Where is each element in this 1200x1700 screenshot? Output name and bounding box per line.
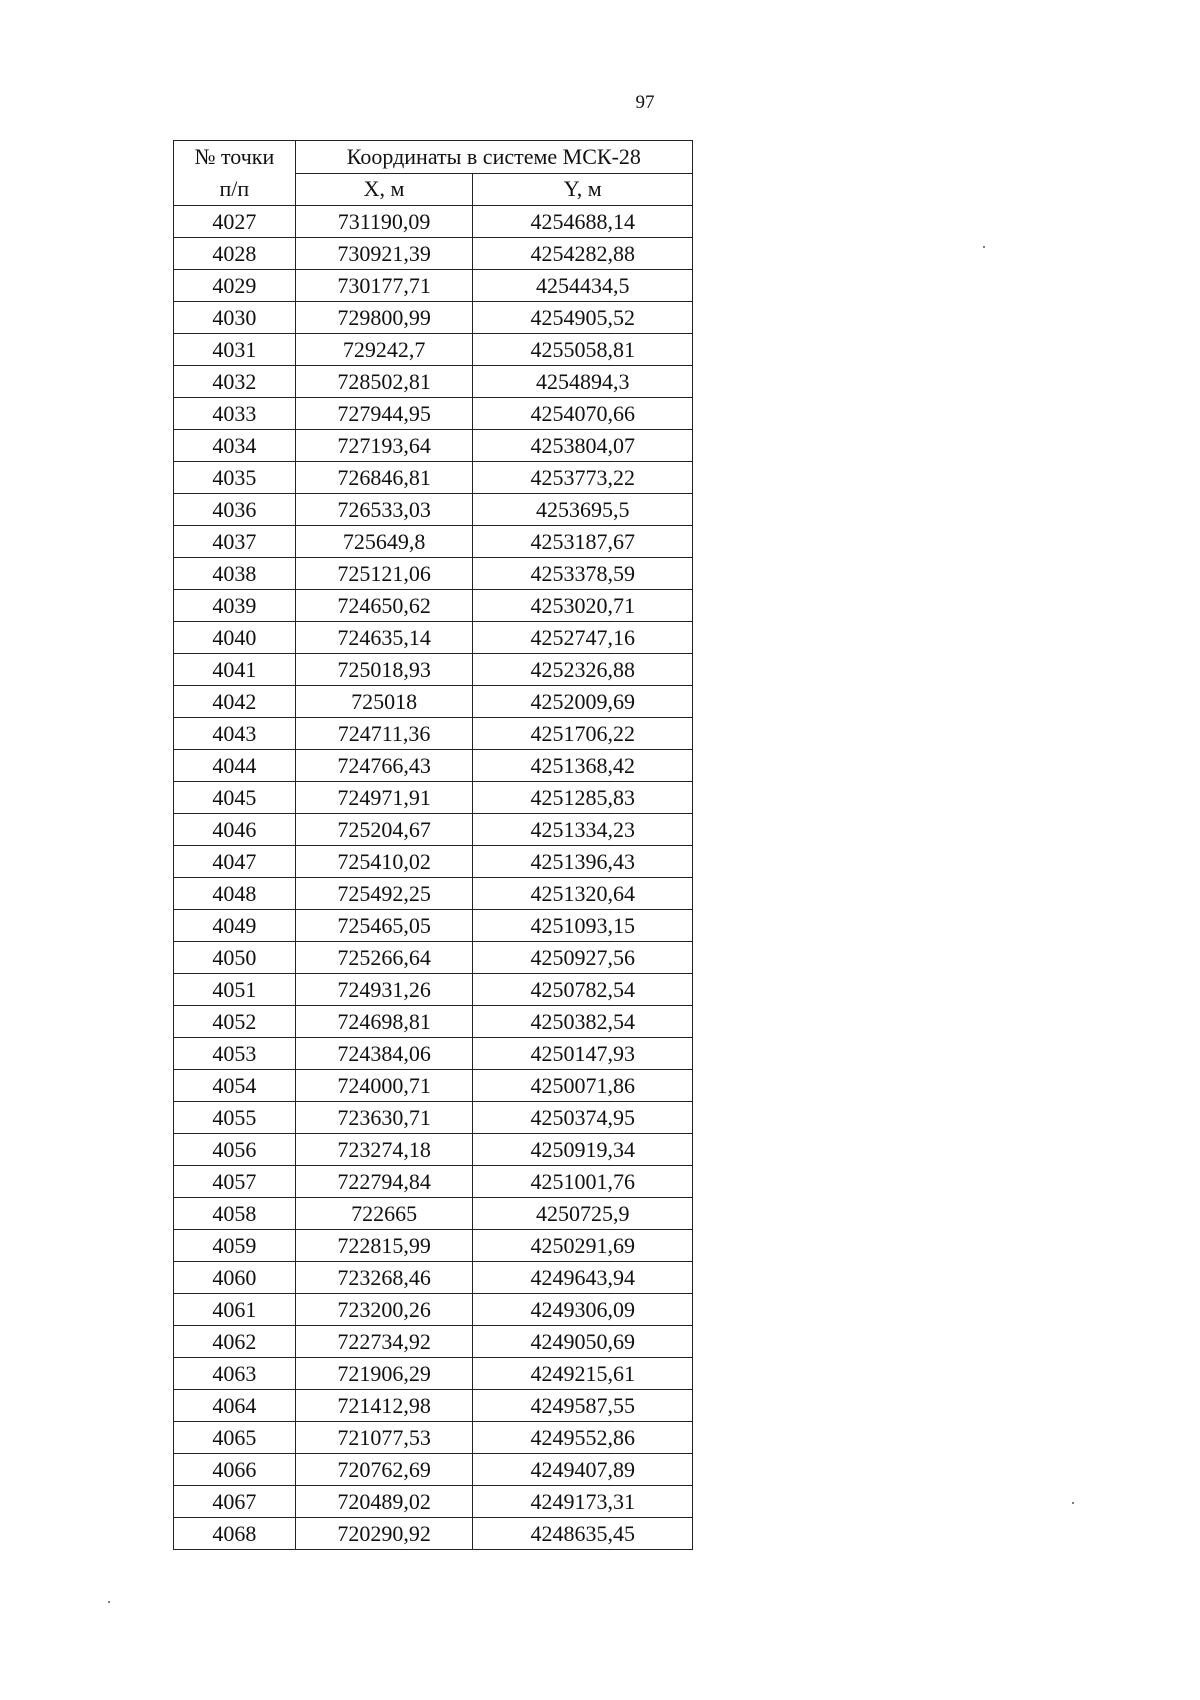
table-row xyxy=(174,1102,693,1134)
x-coordinate-cell: 723200,26 xyxy=(295,1294,473,1326)
table-row xyxy=(174,654,693,686)
x-coordinate-cell: 720290,92 xyxy=(295,1518,473,1550)
y-coordinate-cell: 4251368,42 xyxy=(473,750,693,782)
point-number-cell: 4058 xyxy=(174,1198,296,1230)
table-row xyxy=(174,1454,693,1486)
point-number-header-line2: п/п xyxy=(219,176,250,201)
y-coordinate-cell: 4253020,71 xyxy=(473,590,693,622)
x-coordinate-cell: 725649,8 xyxy=(295,526,473,558)
x-coordinate-cell: 722734,92 xyxy=(295,1326,473,1358)
point-number-cell: 4063 xyxy=(174,1358,296,1390)
y-coordinate-cell: 4251285,83 xyxy=(473,782,693,814)
y-coordinate-cell: 4250927,56 xyxy=(473,942,693,974)
scan-speck xyxy=(108,1601,110,1603)
point-number-header xyxy=(174,141,296,206)
table-row xyxy=(174,782,693,814)
y-coordinate-cell: 4249552,86 xyxy=(473,1422,693,1454)
point-number-cell: 4047 xyxy=(174,846,296,878)
x-coordinate-cell: 725018,93 xyxy=(295,654,473,686)
x-coordinate-cell: 729800,99 xyxy=(295,302,473,334)
x-coordinate-cell: 731190,09 xyxy=(295,206,473,238)
table-row xyxy=(174,1166,693,1198)
point-number-cell: 4032 xyxy=(174,366,296,398)
y-coordinate-cell: 4251334,23 xyxy=(473,814,693,846)
scan-speck xyxy=(983,246,985,248)
point-number-cell: 4046 xyxy=(174,814,296,846)
point-number-cell: 4037 xyxy=(174,526,296,558)
point-number-cell: 4039 xyxy=(174,590,296,622)
table-row xyxy=(174,942,693,974)
y-coordinate-cell: 4252326,88 xyxy=(473,654,693,686)
point-number-cell: 4034 xyxy=(174,430,296,462)
point-number-cell: 4031 xyxy=(174,334,296,366)
table-row xyxy=(174,590,693,622)
x-coordinate-cell: 724384,06 xyxy=(295,1038,473,1070)
point-number-cell: 4040 xyxy=(174,622,296,654)
point-number-cell: 4036 xyxy=(174,494,296,526)
table-row xyxy=(174,1230,693,1262)
x-coordinate-cell: 727193,64 xyxy=(295,430,473,462)
y-column-header: Y, м xyxy=(473,173,693,206)
y-coordinate-cell: 4249173,31 xyxy=(473,1486,693,1518)
y-coordinate-cell: 4254282,88 xyxy=(473,238,693,270)
y-coordinate-cell: 4250782,54 xyxy=(473,974,693,1006)
x-coordinate-cell: 724766,43 xyxy=(295,750,473,782)
point-number-cell: 4061 xyxy=(174,1294,296,1326)
point-number-cell: 4048 xyxy=(174,878,296,910)
point-number-cell: 4035 xyxy=(174,462,296,494)
point-number-cell: 4067 xyxy=(174,1486,296,1518)
table-row xyxy=(174,1518,693,1550)
x-coordinate-cell: 730177,71 xyxy=(295,270,473,302)
table-row xyxy=(174,430,693,462)
point-number-cell: 4055 xyxy=(174,1102,296,1134)
y-coordinate-cell: 4254894,3 xyxy=(473,366,693,398)
y-coordinate-cell: 4254070,66 xyxy=(473,398,693,430)
table-row xyxy=(174,1486,693,1518)
point-number-cell: 4029 xyxy=(174,270,296,302)
point-number-cell: 4068 xyxy=(174,1518,296,1550)
table-row xyxy=(174,558,693,590)
x-coordinate-cell: 725266,64 xyxy=(295,942,473,974)
y-coordinate-cell: 4252009,69 xyxy=(473,686,693,718)
x-coordinate-cell: 721412,98 xyxy=(295,1390,473,1422)
x-coordinate-cell: 725465,05 xyxy=(295,910,473,942)
y-coordinate-cell: 4253773,22 xyxy=(473,462,693,494)
x-coordinate-cell: 730921,39 xyxy=(295,238,473,270)
table-row xyxy=(174,718,693,750)
point-number-cell: 4044 xyxy=(174,750,296,782)
y-coordinate-cell: 4250374,95 xyxy=(473,1102,693,1134)
table-row xyxy=(174,462,693,494)
y-coordinate-cell: 4250919,34 xyxy=(473,1134,693,1166)
table-row xyxy=(174,526,693,558)
x-coordinate-cell: 728502,81 xyxy=(295,366,473,398)
point-number-cell: 4038 xyxy=(174,558,296,590)
point-number-cell: 4041 xyxy=(174,654,296,686)
point-number-cell: 4059 xyxy=(174,1230,296,1262)
y-coordinate-cell: 4251093,15 xyxy=(473,910,693,942)
table-row xyxy=(174,1006,693,1038)
scan-speck xyxy=(1072,1502,1074,1504)
point-number-cell: 4054 xyxy=(174,1070,296,1102)
table-row xyxy=(174,686,693,718)
x-coordinate-cell: 724635,14 xyxy=(295,622,473,654)
x-coordinate-cell: 725018 xyxy=(295,686,473,718)
table-row xyxy=(174,1358,693,1390)
table-row xyxy=(174,814,693,846)
y-coordinate-cell: 4249050,69 xyxy=(473,1326,693,1358)
y-coordinate-cell: 4251001,76 xyxy=(473,1166,693,1198)
x-coordinate-cell: 721077,53 xyxy=(295,1422,473,1454)
point-number-cell: 4060 xyxy=(174,1262,296,1294)
point-number-cell: 4030 xyxy=(174,302,296,334)
x-coordinate-cell: 723268,46 xyxy=(295,1262,473,1294)
point-number-cell: 4062 xyxy=(174,1326,296,1358)
page-number: 97 xyxy=(635,92,655,113)
point-number-cell: 4052 xyxy=(174,1006,296,1038)
x-coordinate-cell: 724000,71 xyxy=(295,1070,473,1102)
y-coordinate-cell: 4250147,93 xyxy=(473,1038,693,1070)
x-coordinate-cell: 725410,02 xyxy=(295,846,473,878)
point-number-cell: 4064 xyxy=(174,1390,296,1422)
table-row xyxy=(174,366,693,398)
x-coordinate-cell: 723274,18 xyxy=(295,1134,473,1166)
x-coordinate-cell: 725121,06 xyxy=(295,558,473,590)
table-row xyxy=(174,1134,693,1166)
x-column-header: X, м xyxy=(295,173,473,206)
y-coordinate-cell: 4255058,81 xyxy=(473,334,693,366)
table-row xyxy=(174,1070,693,1102)
x-coordinate-cell: 724698,81 xyxy=(295,1006,473,1038)
table-row xyxy=(174,302,693,334)
y-coordinate-cell: 4254688,14 xyxy=(473,206,693,238)
table-row xyxy=(174,910,693,942)
y-coordinate-cell: 4250291,69 xyxy=(473,1230,693,1262)
point-number-cell: 4043 xyxy=(174,718,296,750)
point-number-cell: 4027 xyxy=(174,206,296,238)
y-coordinate-cell: 4249587,55 xyxy=(473,1390,693,1422)
y-coordinate-cell: 4248635,45 xyxy=(473,1518,693,1550)
point-number-cell: 4033 xyxy=(174,398,296,430)
y-coordinate-cell: 4253378,59 xyxy=(473,558,693,590)
y-coordinate-cell: 4254434,5 xyxy=(473,270,693,302)
point-number-header-line1: № точки xyxy=(194,144,275,169)
table-row xyxy=(174,494,693,526)
x-coordinate-cell: 726846,81 xyxy=(295,462,473,494)
x-coordinate-cell: 724711,36 xyxy=(295,718,473,750)
x-coordinate-cell: 722815,99 xyxy=(295,1230,473,1262)
table-row xyxy=(174,1294,693,1326)
x-coordinate-cell: 724971,91 xyxy=(295,782,473,814)
table-row xyxy=(174,1326,693,1358)
y-coordinate-cell: 4250725,9 xyxy=(473,1198,693,1230)
table-row xyxy=(174,1262,693,1294)
y-coordinate-cell: 4249306,09 xyxy=(473,1294,693,1326)
point-number-cell: 4028 xyxy=(174,238,296,270)
y-coordinate-cell: 4253804,07 xyxy=(473,430,693,462)
point-number-cell: 4056 xyxy=(174,1134,296,1166)
point-number-cell: 4051 xyxy=(174,974,296,1006)
y-coordinate-cell: 4249215,61 xyxy=(473,1358,693,1390)
table-row xyxy=(174,1038,693,1070)
table-row xyxy=(174,1422,693,1454)
coordinates-table xyxy=(173,140,693,1550)
table-row xyxy=(174,974,693,1006)
x-coordinate-cell: 720489,02 xyxy=(295,1486,473,1518)
table-header xyxy=(174,141,693,206)
point-number-cell: 4053 xyxy=(174,1038,296,1070)
x-coordinate-cell: 726533,03 xyxy=(295,494,473,526)
x-coordinate-cell: 720762,69 xyxy=(295,1454,473,1486)
y-coordinate-cell: 4253695,5 xyxy=(473,494,693,526)
point-number-cell: 4065 xyxy=(174,1422,296,1454)
y-coordinate-cell: 4250382,54 xyxy=(473,1006,693,1038)
table-row xyxy=(174,1390,693,1422)
table-row xyxy=(174,846,693,878)
table-row xyxy=(174,238,693,270)
y-coordinate-cell: 4253187,67 xyxy=(473,526,693,558)
point-number-cell: 4042 xyxy=(174,686,296,718)
table-body xyxy=(174,206,693,1550)
y-coordinate-cell: 4249643,94 xyxy=(473,1262,693,1294)
table-row xyxy=(174,1198,693,1230)
table-row xyxy=(174,270,693,302)
table-row xyxy=(174,750,693,782)
x-coordinate-cell: 724931,26 xyxy=(295,974,473,1006)
point-number-cell: 4045 xyxy=(174,782,296,814)
table-row xyxy=(174,206,693,238)
table-row xyxy=(174,398,693,430)
x-coordinate-cell: 723630,71 xyxy=(295,1102,473,1134)
x-coordinate-cell: 725204,67 xyxy=(295,814,473,846)
point-number-cell: 4057 xyxy=(174,1166,296,1198)
y-coordinate-cell: 4254905,52 xyxy=(473,302,693,334)
x-coordinate-cell: 729242,7 xyxy=(295,334,473,366)
point-number-cell: 4066 xyxy=(174,1454,296,1486)
table-row xyxy=(174,334,693,366)
y-coordinate-cell: 4249407,89 xyxy=(473,1454,693,1486)
y-coordinate-cell: 4251706,22 xyxy=(473,718,693,750)
point-number-cell: 4050 xyxy=(174,942,296,974)
point-number-cell: 4049 xyxy=(174,910,296,942)
y-coordinate-cell: 4252747,16 xyxy=(473,622,693,654)
table-row xyxy=(174,878,693,910)
x-coordinate-cell: 721906,29 xyxy=(295,1358,473,1390)
y-coordinate-cell: 4251320,64 xyxy=(473,878,693,910)
x-coordinate-cell: 724650,62 xyxy=(295,590,473,622)
coord-system-header: Координаты в системе МСК-28 xyxy=(295,141,692,174)
table-row xyxy=(174,622,693,654)
x-coordinate-cell: 725492,25 xyxy=(295,878,473,910)
y-coordinate-cell: 4251396,43 xyxy=(473,846,693,878)
y-coordinate-cell: 4250071,86 xyxy=(473,1070,693,1102)
x-coordinate-cell: 722794,84 xyxy=(295,1166,473,1198)
x-coordinate-cell: 727944,95 xyxy=(295,398,473,430)
x-coordinate-cell: 722665 xyxy=(295,1198,473,1230)
